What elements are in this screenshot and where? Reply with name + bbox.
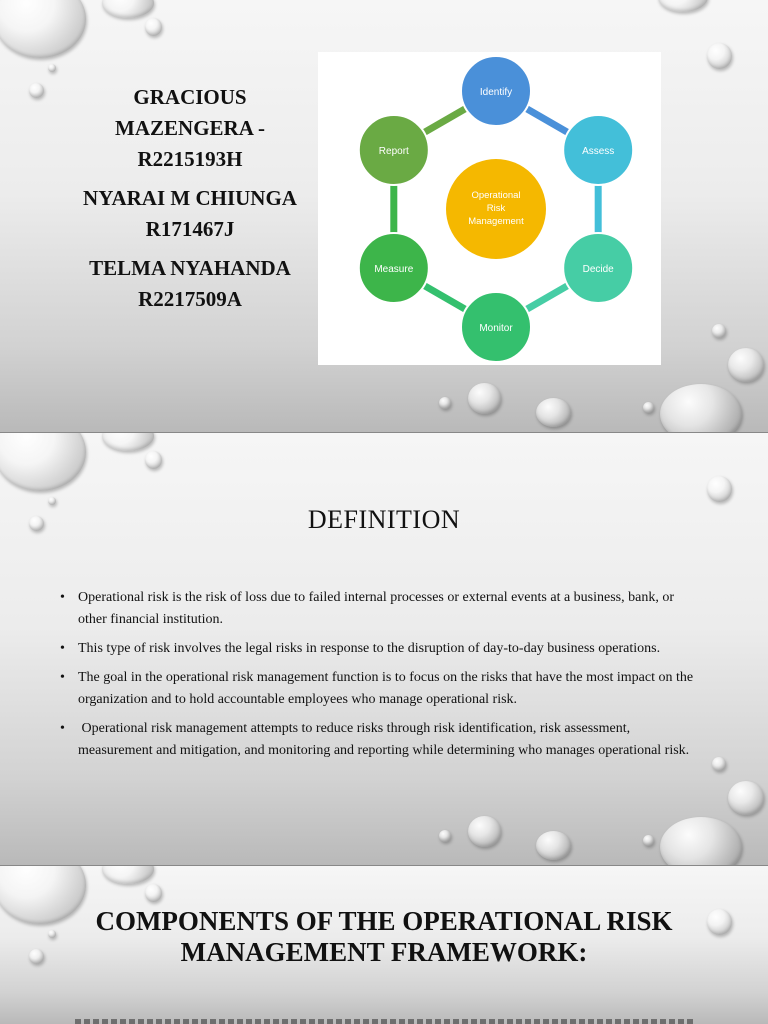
- water-drop: [102, 0, 154, 18]
- slide-definition: [0, 433, 768, 865]
- center-circle: [446, 159, 546, 259]
- water-drop: [48, 64, 56, 72]
- water-drop: [102, 433, 154, 451]
- water-drop: [468, 383, 501, 414]
- author-line: MAZENGERA -: [115, 116, 265, 140]
- author-name: [40, 183, 340, 245]
- list-item-text: The goal in the operational risk management function is to focus on the risks that have the most impact on the organization and to hold accountable employees who manage operational risk.: [78, 670, 694, 707]
- bullet-icon: •: [60, 721, 65, 736]
- slide-heading: [0, 906, 768, 968]
- list-item-text: Operational risk is the risk of loss due to failed internal processes or external events at a business, bank, or other financial institution.: [78, 590, 675, 627]
- water-drop: [660, 384, 742, 432]
- cycle-node-monitor: [461, 292, 531, 362]
- list-item: [60, 667, 700, 711]
- author-line: NYARAI M CHIUNGA: [83, 186, 297, 210]
- water-drop: [643, 835, 654, 846]
- list-item: [60, 638, 700, 660]
- center-label: Operational: [471, 190, 521, 201]
- list-item-text: Operational risk management attempts to reduce risks through risk identification, risk assessment, measurement and mitigation, and monitoring and reporting while determining who manages operational risk.: [78, 721, 690, 758]
- water-drop: [712, 757, 726, 771]
- cycle-node-measure: [359, 233, 429, 303]
- water-drop: [660, 817, 742, 865]
- water-drop: [102, 866, 154, 884]
- water-drop: [536, 831, 571, 860]
- water-drop: [439, 830, 451, 842]
- cycle-node-label: Report: [378, 146, 409, 157]
- water-drop: [728, 348, 764, 382]
- author-id: R171467J: [145, 217, 235, 241]
- cropped-text-line: [75, 1019, 695, 1024]
- author-name: [40, 82, 340, 175]
- heading-line: MANAGEMENT FRAMEWORK:: [180, 937, 588, 967]
- water-drop: [707, 43, 732, 69]
- water-drop: [712, 324, 726, 338]
- center-label: Risk: [486, 203, 506, 214]
- water-drop: [468, 816, 501, 847]
- list-item-text: This type of risk involves the legal risks in response to the disruption of day-to-day business operations.: [78, 641, 661, 656]
- slide-components: [0, 866, 768, 1024]
- author-id: R2215193H: [137, 147, 243, 171]
- water-drop: [536, 398, 571, 427]
- orm-cycle-svg: [318, 52, 661, 365]
- authors-block: [40, 82, 340, 323]
- cycle-node-label: Identify: [479, 87, 513, 98]
- slide-title: [0, 0, 768, 432]
- author-name: [40, 253, 340, 315]
- cycle-node-label: Monitor: [479, 323, 513, 334]
- bullet-icon: •: [60, 590, 65, 605]
- list-item: [60, 718, 700, 762]
- author-line: TELMA NYAHANDA: [89, 256, 291, 280]
- cycle-node-label: Decide: [582, 264, 614, 275]
- water-drop: [643, 402, 654, 413]
- water-drop: [145, 451, 162, 469]
- definition-list: [60, 587, 700, 769]
- bullet-icon: •: [60, 670, 65, 685]
- heading-line: COMPONENTS OF THE OPERATIONAL RISK: [95, 906, 673, 936]
- water-drop: [48, 497, 56, 505]
- list-item: [60, 587, 700, 631]
- bullet-icon: •: [60, 641, 65, 656]
- author-line: GRACIOUS: [133, 85, 247, 109]
- orm-cycle-diagram: [318, 52, 661, 365]
- cycle-node-identify: [461, 56, 531, 126]
- water-drop: [145, 884, 162, 902]
- center-label: Management: [468, 216, 524, 227]
- water-drop: [0, 433, 86, 491]
- cycle-node-report: [359, 115, 429, 185]
- water-drop: [728, 781, 764, 815]
- slide-heading: DEFINITION: [307, 505, 461, 534]
- cycle-node-label: Measure: [374, 264, 414, 275]
- water-drop: [145, 18, 162, 36]
- water-drop: [439, 397, 451, 409]
- cycle-node-label: Assess: [582, 146, 615, 157]
- water-drop: [0, 0, 86, 58]
- water-drop: [707, 476, 732, 502]
- water-drop: [658, 0, 708, 12]
- cycle-node-decide: [563, 233, 633, 303]
- author-id: R2217509A: [138, 287, 242, 311]
- cycle-node-assess: [563, 115, 633, 185]
